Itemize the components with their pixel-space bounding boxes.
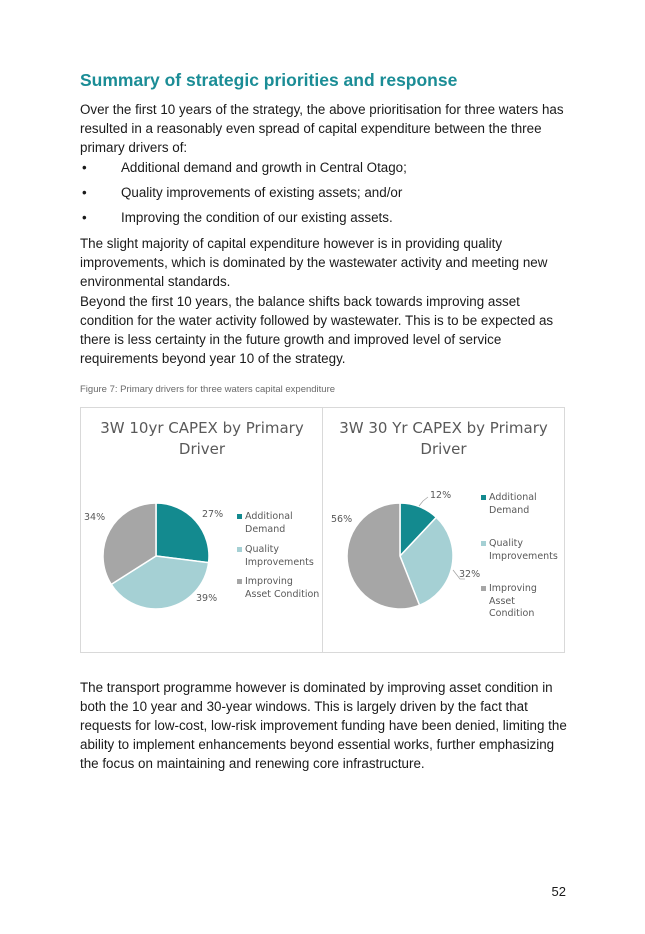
legend-item-additional-demand — [489, 492, 561, 517]
legend-swatch — [237, 547, 242, 552]
legend-swatch — [481, 586, 486, 591]
bullet-mark: • — [82, 210, 87, 225]
beyond-10-years-paragraph: Beyond the first 10 years, the balance shifts back towards improving asset condition for the water activity followed by wastewater. This is to be expected as there is less certainty in the future growth and improved level of service requirements beyond year 10 of the strategy. — [80, 294, 554, 366]
legend-item-quality-improvements — [245, 544, 320, 569]
chart-10yr — [80, 407, 324, 653]
driver-list — [80, 158, 570, 233]
bullet-mark: • — [82, 185, 87, 200]
intro-paragraph: Over the first 10 years of the strategy, the above prioritisation for three waters has resulted in a reasonably even spread of capital expenditure between the three primary drivers of: — [80, 102, 564, 155]
legend-swatch — [481, 495, 486, 500]
list-item — [80, 183, 570, 208]
list-item-text: Quality improvements of existing assets; and/or — [121, 185, 403, 200]
legend-label: Additional Demand — [489, 492, 537, 516]
list-item — [80, 208, 570, 233]
legend-swatch — [237, 514, 242, 519]
legend-item-quality-improvements — [489, 538, 561, 563]
data-label-quality-improvements: 39% — [196, 593, 218, 604]
data-label-additional-demand: 12% — [430, 490, 452, 501]
legend-label: Quality Improvements — [489, 538, 558, 562]
legend-label: Quality Improvements — [245, 544, 314, 568]
bullet-mark: • — [82, 160, 87, 175]
legend-label: Improving Asset Condition — [489, 583, 537, 619]
leader-line-additional-demand — [419, 497, 428, 506]
page-number: 52 — [551, 884, 566, 899]
figure-caption: Figure 7: Primary drivers for three waters capital expenditure — [80, 384, 336, 395]
legend-label: Additional Demand — [245, 511, 293, 535]
section-heading: Summary of strategic priorities and response — [80, 70, 458, 90]
legend-label: Improving Asset Condition — [245, 576, 320, 600]
data-label-quality-improvements: 32% — [459, 569, 481, 580]
chart-title: 3W 30 Yr CAPEX by Primary Driver — [339, 419, 548, 458]
chart-30yr — [322, 407, 565, 653]
data-label-improving-asset-condition: 56% — [331, 514, 353, 525]
list-item-text: Additional demand and growth in Central Otago; — [121, 160, 407, 175]
capex-majority-paragraph: The slight majority of capital expenditure however is in providing quality improvements, which is dominated by the wastewater activity and meeting new environmental standards. — [80, 236, 548, 289]
legend-item-additional-demand — [245, 511, 320, 536]
legend-item-improving-asset-condition — [245, 576, 320, 601]
chart-title: 3W 10yr CAPEX by Primary Driver — [100, 419, 304, 458]
legend-item-improving-asset-condition — [489, 583, 543, 621]
legend-swatch — [481, 541, 486, 546]
data-label-improving-asset-condition: 34% — [84, 512, 106, 523]
data-label-additional-demand: 27% — [202, 509, 224, 520]
list-item — [80, 158, 570, 183]
transport-paragraph: The transport programme however is dominated by improving asset condition in both the 10 year and 30-year windows. This is largely driven by the fact that requests for low-cost, low-risk improvement funding have been denied, limiting the ability to implement enhancements beyond essential works, further emphasizing the focus on maintaining and renewing core infrastructure. — [80, 680, 567, 771]
list-item-text: Improving the condition of our existing assets. — [121, 210, 393, 225]
legend-swatch — [237, 579, 242, 584]
